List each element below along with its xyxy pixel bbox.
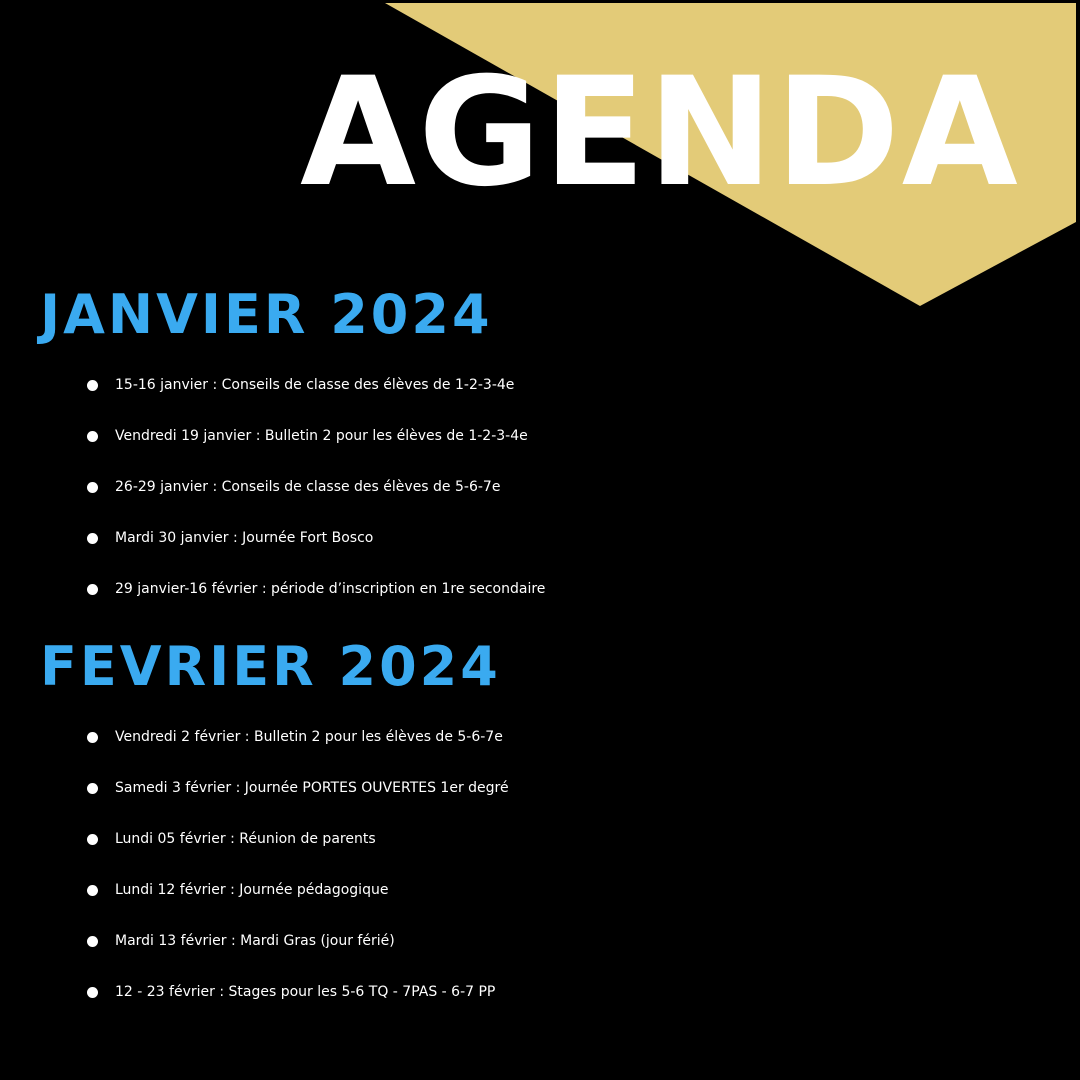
- agenda-item: [0, 763, 1080, 814]
- bullet-icon: [87, 431, 98, 442]
- agenda-item-text: Lundi 05 février : Réunion de parents: [115, 831, 376, 847]
- agenda-item: [0, 411, 1080, 462]
- agenda-item: [0, 462, 1080, 513]
- agenda-item-text: Mardi 30 janvier : Journée Fort Bosco: [115, 530, 374, 546]
- bullet-icon: [87, 732, 98, 743]
- bullet-icon: [87, 834, 98, 845]
- agenda-item-text: Mardi 13 février : Mardi Gras (jour férié): [115, 933, 395, 949]
- month-heading-fevrier: FEVRIER 2024: [40, 635, 501, 698]
- agenda-item-text: Vendredi 2 février : Bulletin 2 pour les élèves de 5-6-7e: [115, 729, 503, 745]
- bullet-icon: [87, 987, 98, 998]
- agenda-item: [0, 360, 1080, 411]
- agenda-item: [0, 564, 1080, 615]
- agenda-item-text: Samedi 3 février : Journée PORTES OUVERTES 1er degré: [115, 780, 509, 796]
- bullet-icon: [87, 584, 98, 595]
- agenda-item: [0, 865, 1080, 916]
- bullet-icon: [87, 783, 98, 794]
- agenda-item: [0, 513, 1080, 564]
- agenda-item: [0, 916, 1080, 967]
- agenda-list-fevrier: [0, 712, 1080, 1018]
- bullet-icon: [87, 936, 98, 947]
- agenda-item: [0, 712, 1080, 763]
- agenda-item-text: Vendredi 19 janvier : Bulletin 2 pour les élèves de 1-2-3-4e: [115, 428, 528, 444]
- bullet-icon: [87, 380, 98, 391]
- agenda-item: [0, 814, 1080, 865]
- bullet-icon: [87, 885, 98, 896]
- agenda-item-text: 12 - 23 février : Stages pour les 5-6 TQ - 7PAS - 6-7 PP: [115, 984, 496, 1000]
- bullet-icon: [87, 482, 98, 493]
- page-title: AGENDA: [300, 46, 1020, 220]
- agenda-list-janvier: [0, 360, 1080, 615]
- agenda-item-text: 29 janvier-16 février : période d’inscription en 1re secondaire: [115, 581, 546, 597]
- agenda-item-text: 15-16 janvier : Conseils de classe des élèves de 1-2-3-4e: [115, 377, 515, 393]
- agenda-item-text: Lundi 12 février : Journée pédagogique: [115, 882, 389, 898]
- agenda-item-text: 26-29 janvier : Conseils de classe des élèves de 5-6-7e: [115, 479, 501, 495]
- agenda-item: [0, 967, 1080, 1018]
- bullet-icon: [87, 533, 98, 544]
- month-heading-janvier: JANVIER 2024: [40, 283, 493, 346]
